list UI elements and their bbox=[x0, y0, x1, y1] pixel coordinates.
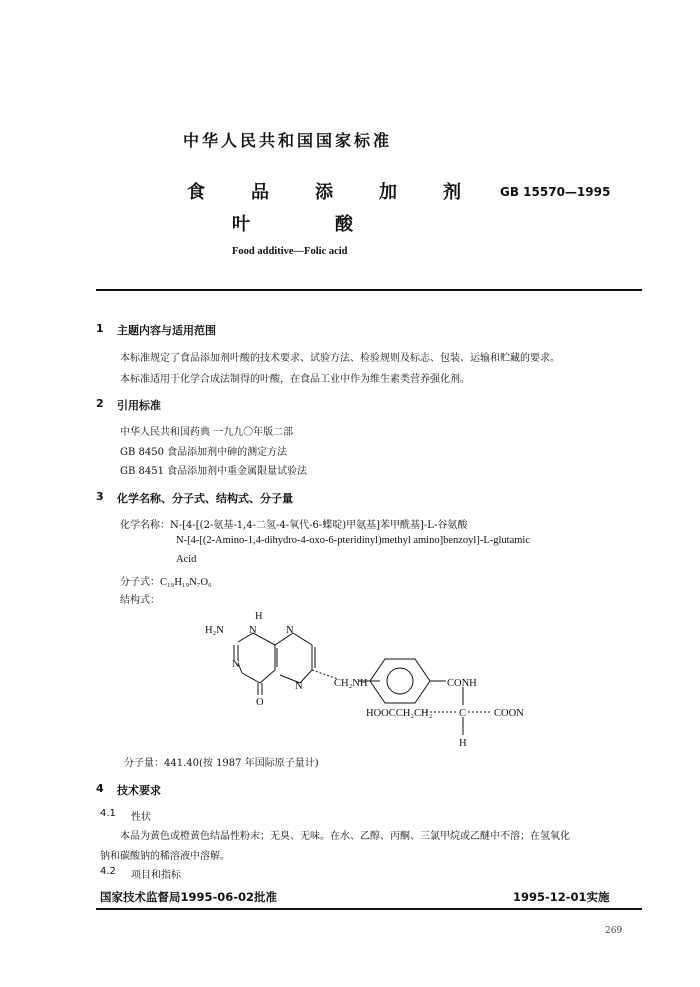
section-1-heading: 主题内容与适用范围 bbox=[117, 324, 216, 337]
formula-label: 分子式： bbox=[120, 577, 160, 588]
section-2-number: 2 bbox=[96, 397, 104, 410]
formula-atom-label: C bbox=[459, 708, 467, 719]
formula-atom-label: N bbox=[232, 659, 240, 670]
effective-date: 1995-12-01实施 bbox=[513, 890, 610, 904]
formula-atom-label: CONH bbox=[447, 678, 477, 689]
formula-atom-label: CH₂NH bbox=[334, 678, 368, 689]
chem-name-label: 化学名称： bbox=[120, 520, 170, 531]
chem-name-en-line1: N-[4-[(2-Amino-1,4-dihydro-4-oxo-6-pteridinyl)methyl amino]benzoyl]-L-glutamic bbox=[176, 535, 530, 546]
formula-row bbox=[120, 573, 212, 588]
formula-atom-label: COON bbox=[494, 708, 524, 719]
chem-name-cn: N-[4-[(2-氨基-1,4-二氢-4-氧代-6-蝶啶)甲氨基]苯甲酰基]-L-谷氨酸 bbox=[170, 520, 468, 531]
bottom-rule bbox=[96, 908, 642, 910]
formula-atom-label: O bbox=[256, 697, 264, 708]
subsection-4-1-para-line1: 本品为黄色或橙黄色结晶性粉末；无臭、无味。在水、乙醇、丙酮、三氯甲烷或乙醚中不溶；在氢氧化 bbox=[120, 831, 570, 842]
subsection-4-1-number: 4.1 bbox=[100, 808, 116, 819]
formula-atom-label: N bbox=[286, 625, 294, 636]
formula-atom-label: HOOCCH₂CH₂ bbox=[366, 708, 433, 719]
section-1-para1: 本标准规定了食品添加剂叶酸的技术要求、试验方法、检验规则及标志、包装、运输和贮藏的要求。 bbox=[120, 353, 560, 364]
structure-label: 结构式： bbox=[120, 595, 160, 606]
molecular-weight: 分子量：441.40(按 1987 年国际原子量计) bbox=[124, 758, 319, 769]
formula-atom-label: H₂N bbox=[205, 625, 224, 636]
approval-line: 国家技术监督局1995-06-02批准 bbox=[100, 890, 278, 904]
doc-title-line1: 食品添加剂 bbox=[187, 182, 507, 203]
reference-item: GB 8451 食品添加剂中重金属限量试验法 bbox=[120, 466, 308, 477]
page-number: 269 bbox=[605, 926, 623, 936]
english-title: Food additive—Folic acid bbox=[232, 246, 348, 257]
subsection-4-1-heading: 性状 bbox=[131, 812, 151, 823]
formula-atom-label: N bbox=[295, 681, 303, 692]
formula-atom-label: H bbox=[459, 738, 467, 749]
section-2-heading: 引用标准 bbox=[117, 399, 161, 412]
subsection-4-2-number: 4.2 bbox=[100, 866, 116, 877]
reference-item: GB 8450 食品添加剂中砷的测定方法 bbox=[120, 447, 288, 458]
section-4-number: 4 bbox=[96, 782, 104, 795]
structural-formula bbox=[200, 605, 560, 755]
formula-atom-label: H bbox=[255, 611, 263, 622]
chem-name-en-line2: Acid bbox=[176, 554, 197, 565]
chem-name-row bbox=[120, 516, 467, 531]
section-1-para2: 本标准适用于化学合成法制得的叶酸，在食品工业中作为维生素类营养强化剂。 bbox=[120, 374, 470, 385]
section-3-number: 3 bbox=[96, 490, 104, 503]
reference-item: 中华人民共和国药典 一九九〇年版二部 bbox=[120, 427, 294, 438]
standard-number: GB 15570—1995 bbox=[500, 185, 611, 199]
formula-atom-label: N bbox=[249, 625, 257, 636]
molecular-formula: C₁₉H₁₉N₇O₆ bbox=[160, 577, 212, 588]
subsection-4-2-heading: 项目和指标 bbox=[131, 870, 181, 881]
doc-title-line2: 叶酸 bbox=[232, 214, 438, 235]
section-4-heading: 技术要求 bbox=[117, 784, 161, 797]
section-3-heading: 化学名称、分子式、结构式、分子量 bbox=[117, 492, 293, 505]
standard-header-title: 中华人民共和国国家标准 bbox=[183, 131, 393, 150]
section-1-number: 1 bbox=[96, 322, 104, 335]
subsection-4-1-para-line2: 钠和碳酸钠的稀溶液中溶解。 bbox=[100, 851, 230, 862]
top-rule bbox=[96, 289, 642, 291]
